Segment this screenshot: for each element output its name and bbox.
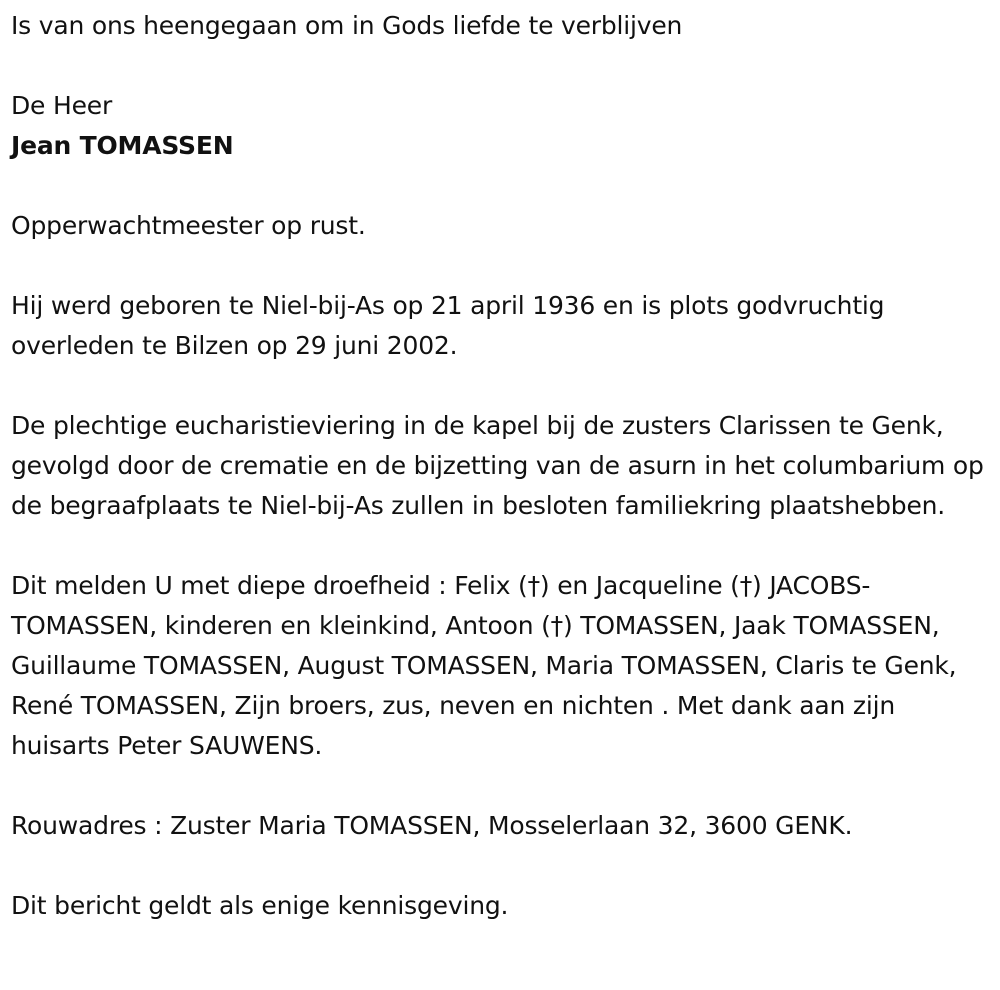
closing-line: Dit bericht geldt als enige kennisgeving. <box>11 891 509 920</box>
spacer <box>11 846 991 886</box>
obituary-notice <box>11 6 991 926</box>
spacer <box>11 166 991 206</box>
spacer <box>11 366 991 406</box>
spacer <box>11 766 991 806</box>
mourning-address: Rouwadres : Zuster Maria TOMASSEN, Mosselerlaan 32, 3600 GENK. <box>11 811 853 840</box>
intro-line: Is van ons heengegaan om in Gods liefde te verblijven <box>11 11 683 40</box>
occupation: Opperwachtmeester op rust. <box>11 211 366 240</box>
spacer <box>11 526 991 566</box>
salutation: De Heer <box>11 91 113 120</box>
announcers-paragraph: Dit melden U met diepe droefheid : Felix (†) en Jacqueline (†) JACOBS-TOMASSEN, kinderen en kleinkind, Antoon (†) TOMASSEN, Jaak TOMASSEN, Guillaume TOMASSEN, August TOMASSEN, Maria TOMASSEN, Claris te Genk, René TOMASSEN, Zijn broers, zus, neven en nichten . Met dank aan zijn huisarts Peter SAUWENS. <box>11 571 957 760</box>
birth-death-paragraph: Hij werd geboren te Niel-bij-As op 21 april 1936 en is plots godvruchtig overleden te Bilzen op 29 juni 2002. <box>11 291 885 360</box>
spacer <box>11 246 991 286</box>
spacer <box>11 46 991 86</box>
ceremony-paragraph: De plechtige eucharistieviering in de kapel bij de zusters Clarissen te Genk, gevolgd door de crematie en de bijzetting van de asurn in het columbarium op de begraafplaats te Niel-bij-As zullen in besloten familiekring plaatshebben. <box>11 411 984 520</box>
deceased-name: Jean TOMASSEN <box>11 131 234 160</box>
